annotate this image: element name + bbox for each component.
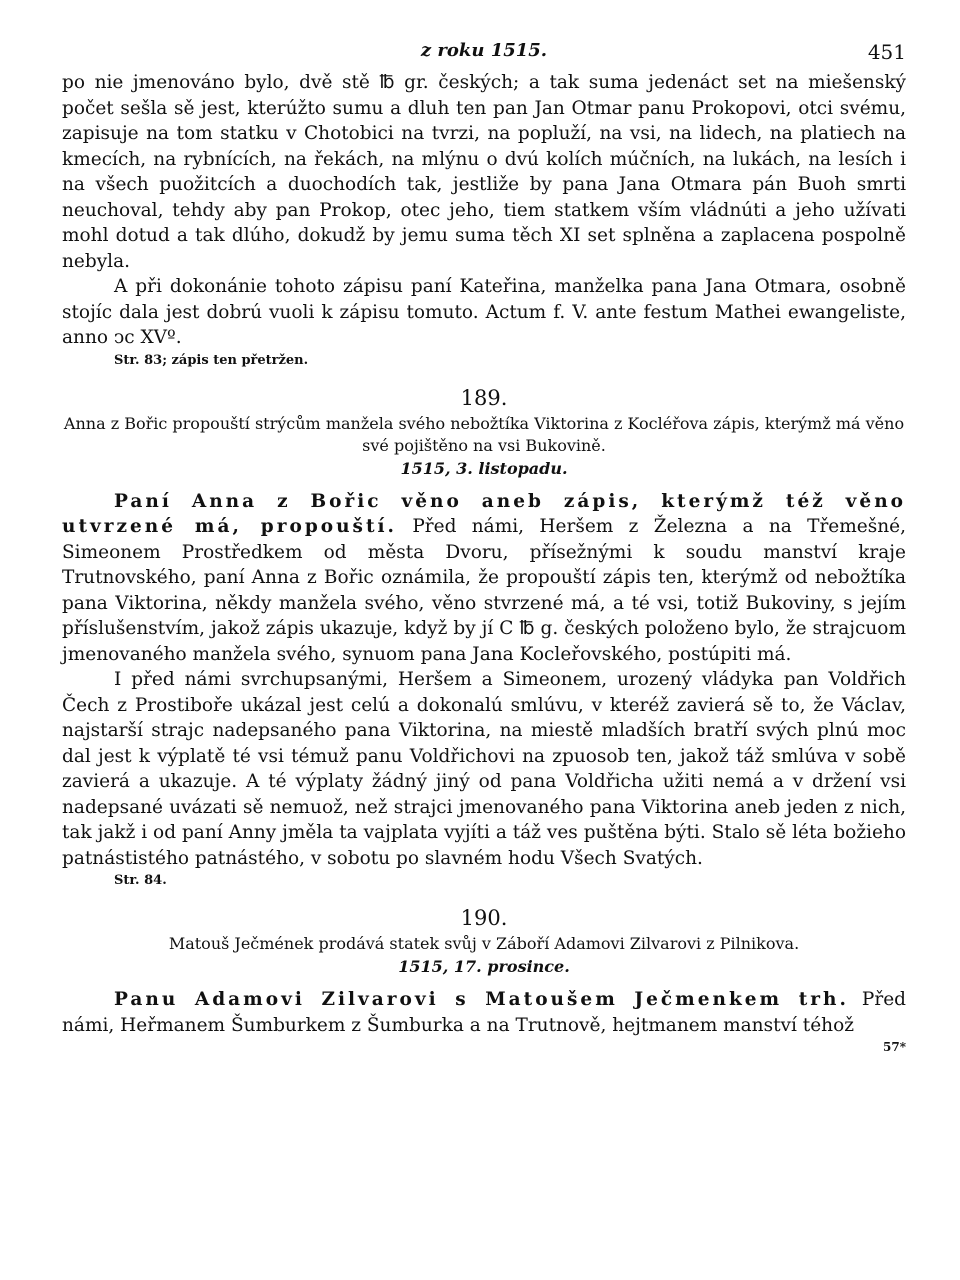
prev-entry-paragraph-2: A při dokonánie tohoto zápisu paní Kateřina, manželka pana Jana Otmara, osobně stojíc dala jest dobrú vuoli k zápisu tomuto. Actum f. V. ante festum Mathei ewangeliste, anno ͻc XVº. — [62, 276, 906, 348]
entry-190-paragraph-1 — [62, 987, 906, 1038]
entry-189-paragraph-2: I před námi svrchupsanými, Heršem a Simeonem, urozený vládyka pan Voldřich Čech z Prostiboře ukázal jest celú a dokonalú smlúvu, v kteréž zavierá sě to, že Václav, najstarší strajc nadepsaného pana Viktorina, na miestě mladších bratří svých plnú moc dal jest k výplatě té vsi témuž panu Voldřichovi na zpuosob ten, jakož táž smlúva v sobě zavierá a ukazuje. A té výplaty žádný jiný od pana Voldřicha užiti nemá a v držení vsi nadepsané uvázati sě nemuož, než strajci jmenovaného pana Viktorina aneb jeden z nich, tak jakž i od paní Anny jměla ta vajplata vyjíti a táž ves puštěna býti. Stalo sě léta božieho patnástistého patnástého, v sobotu po slavném hodu Všech Svatých. — [62, 669, 906, 869]
entry-190-lead: Panu Adamovi Zilvarovi s Matoušem Ječmenkem trh. — [114, 989, 849, 1010]
printer-signature: 57* — [883, 1040, 906, 1054]
entry-regest-190: Matouš Ječmének prodává statek svůj v Záboří Adamovi Zilvarovi z Pilnikova. — [168, 934, 800, 953]
entry-regest-189: Anna z Bořic propouští strýcům manžela svého nebožtíka Viktorina z Kocléřova zápis, kterýmž má věno své pojištěno na vsi Bukovině. — [63, 413, 905, 455]
entry-date-189: 1515, 3. listopadu. — [400, 458, 568, 478]
entry-189-note: Str. 84. — [114, 873, 167, 888]
prev-entry-note: Str. 83; zápis ten přetržen. — [114, 352, 309, 368]
entry-190-paragraph-1-text: Před námi, Heřmanem Šumburkem z Šumburka a na Trutnově, hejtmanem manství téhož — [62, 989, 907, 1036]
page-header — [62, 40, 906, 70]
entry-189-lead: Paní Anna z Bořic věno aneb zápis, kterýmž též věno utvrzené má, propouští. — [62, 490, 906, 537]
page-number: 451 — [867, 40, 906, 64]
prev-entry-paragraph-1: po nie jmenováno bylo, dvě stě ℔ gr. českých; a tak suma jedenáct set na miešenský počet sešla sě jest, kterúžto sumu a dluh ten pan Jan Otmar panu Prokopovi, otci svému, zapisuje na tom statku v Chotobici na tvrzi, na popluží, na vsi, na lidech, na platiech na kmecích, na rybnících, na řekách, na mlýnu o dvú kolích múčních, na lukách, na lesích i na všech puožitcích a duochodích tak, jestliže by pana Jana Otmara pán Buoh smrti neuchoval, tehdy aby pan Prokop, otec jeho, tiem statkem vším vládnúti a jeho užívati mohl dotud a tak dlúho, dokudž by jemu suma těch XI set splněna a zaplacena pospolně nebyla. — [62, 72, 906, 272]
entry-number-190: 190. — [460, 906, 508, 930]
entry-189-paragraph-1 — [62, 489, 906, 668]
entry-number-189: 189. — [460, 385, 508, 410]
entry-date-190: 1515, 17. prosince. — [398, 957, 570, 976]
running-title: z roku 1515. — [420, 40, 548, 61]
entry-189-paragraph-1-text: Před námi, Heršem z Železna a na Třemešné, Simeonem Prostředkem od města Dvoru, přísežnými k soudu manství kraje Trutnovského, paní Anna z Bořic oznámila, že propouští zápis ten, kterýmž od nebožtíka pana Viktorina, někdy manžela svého, věno stvrzené má, a té vsi, totiž Bukoviny, s jejím příslušenstvím, jakož zápis ukazuje, když by jí C ℔ g. českých položeno bylo, že strajcuom jmenovaného manžela svého, synuom pana Jana Kocleřovského, postúpiti má. — [62, 516, 906, 665]
book-page — [62, 40, 907, 1054]
